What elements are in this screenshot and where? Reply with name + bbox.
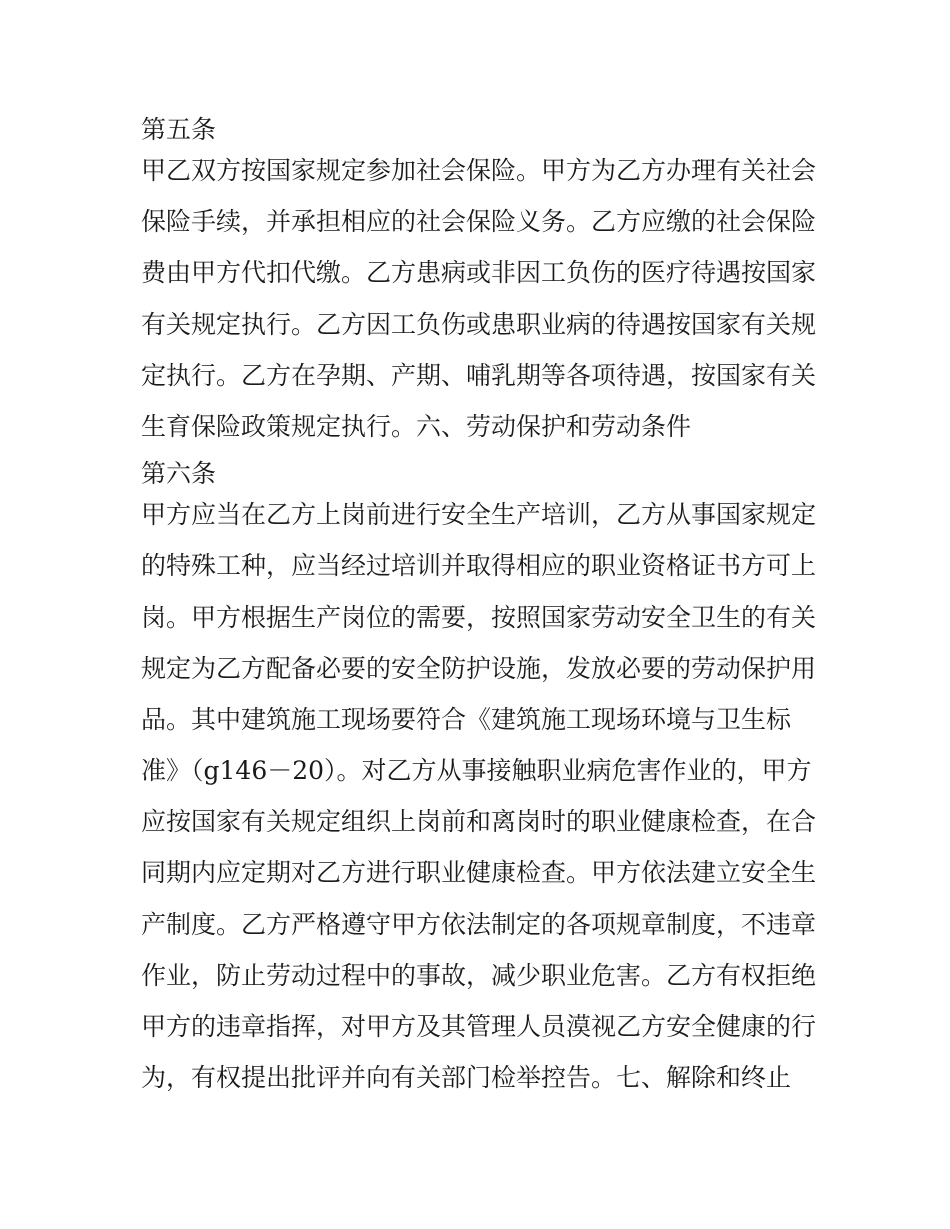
article-5-paragraph xyxy=(141,145,821,452)
text-line: 的特殊工种，应当经过培训并取得相应的职业资格证书方可上 xyxy=(141,551,817,581)
text-line: 准》（g146－20）。对乙方从事接触职业病危害作业的，甲方 xyxy=(141,756,812,786)
article-5-heading: 第五条 xyxy=(141,115,217,144)
article-6-heading: 第六条 xyxy=(141,459,217,489)
text-line: 作业，防止劳动过程中的事故，减少职业危害。乙方有权拒绝 xyxy=(141,960,817,990)
text-line: 甲乙双方按国家规定参加社会保险。甲方为乙方办理有关社会 xyxy=(141,156,817,185)
text-line: 品。其中建筑施工现场要符合《建筑施工现场环境与卫生标 xyxy=(141,704,792,734)
article-6-paragraph xyxy=(141,489,821,1103)
text-line: 规定为乙方配备必要的安全防护设施，发放必要的劳动保护用 xyxy=(141,653,817,683)
text-line: 生育保险政策规定执行。六、劳动保护和劳动条件 xyxy=(141,411,692,441)
text-line: 甲方应当在乙方上岗前进行安全生产培训，乙方从事国家规定 xyxy=(141,500,817,530)
document-body xyxy=(141,108,821,1103)
text-line: 应按国家有关规定组织上岗前和离岗时的职业健康检查，在合 xyxy=(141,807,817,837)
text-line: 同期内应定期对乙方进行职业健康检查。甲方依法建立安全生 xyxy=(141,858,817,888)
text-line: 保险手续，并承担相应的社会保险义务。乙方应缴的社会保险 xyxy=(141,207,817,237)
text-line: 产制度。乙方严格遵守甲方依法制定的各项规章制度，不违章 xyxy=(141,909,817,939)
text-line: 岗。甲方根据生产岗位的需要，按照国家劳动安全卫生的有关 xyxy=(141,602,817,632)
text-line: 定执行。乙方在孕期、产期、哺乳期等各项待遇，按国家有关 xyxy=(141,360,817,390)
text-line: 甲方的违章指挥，对甲方及其管理人员漠视乙方安全健康的行 xyxy=(141,1012,817,1041)
text-line: 费由甲方代扣代缴。乙方患病或非因工负伤的医疗待遇按国家 xyxy=(141,258,817,288)
text-line: 有关规定执行。乙方因工负伤或患职业病的待遇按国家有关规 xyxy=(141,309,817,339)
text-line: 为，有权提出批评并向有关部门检举控告。七、解除和终止 xyxy=(141,1063,792,1093)
